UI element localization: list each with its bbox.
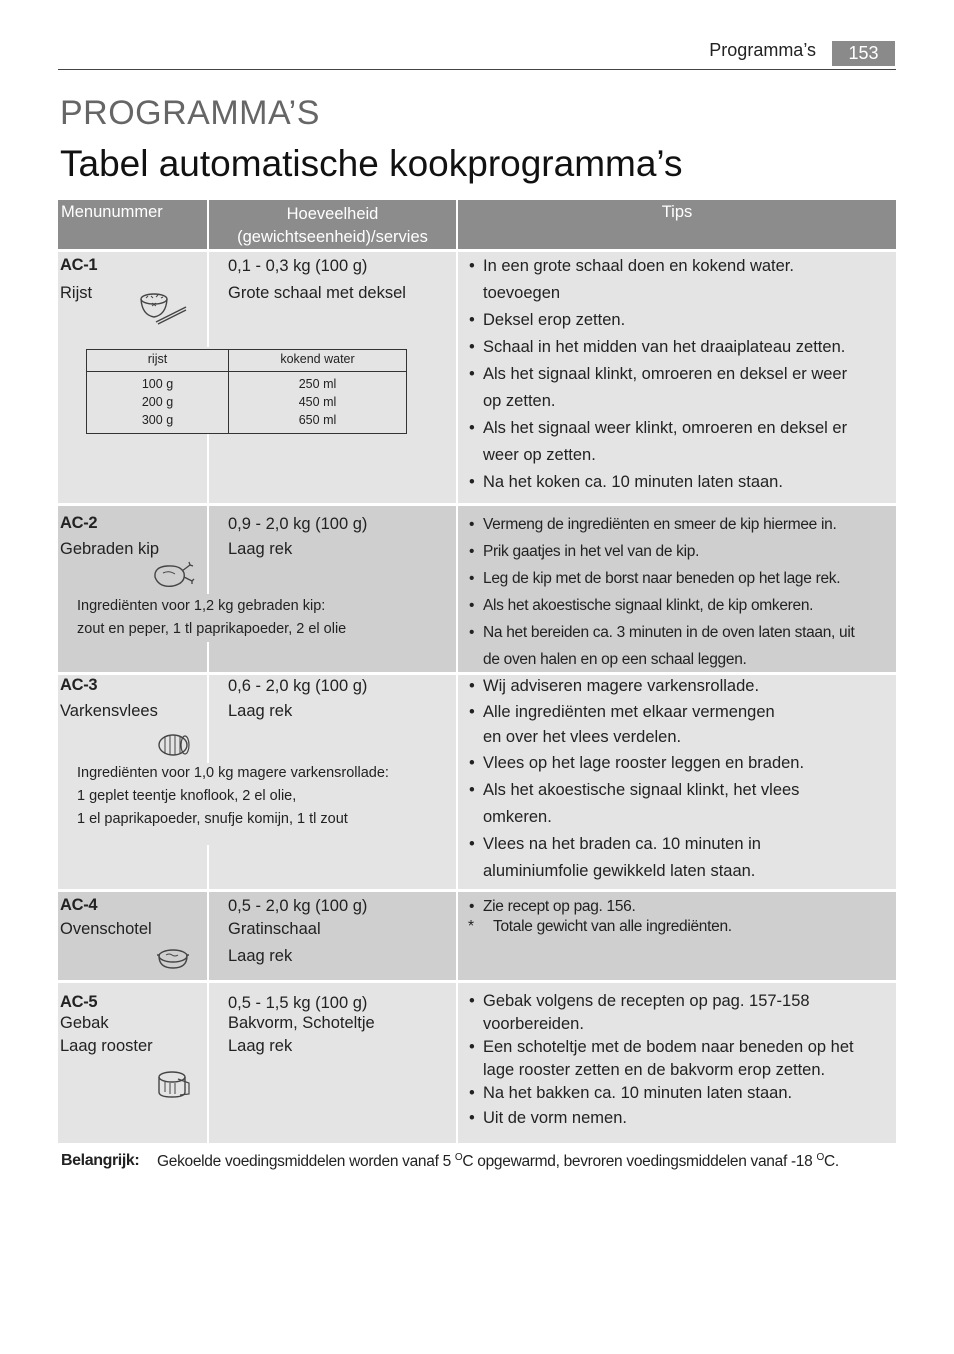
dish: Laag rek bbox=[228, 540, 293, 558]
dish: Gratinschaal bbox=[228, 920, 321, 938]
footnote-text: Totale gewicht van alle ingrediënten. bbox=[493, 918, 732, 935]
header-rule bbox=[58, 69, 896, 70]
tip-item: • Prik gaatjes in het vel van de kip. bbox=[465, 538, 893, 565]
menu-code: AC-3 bbox=[60, 676, 98, 694]
rice-water-table bbox=[86, 349, 407, 434]
column-divider bbox=[207, 675, 209, 763]
rack: Laag rek bbox=[228, 947, 293, 965]
mini-cell: 100 g bbox=[141, 377, 174, 391]
menu-name: Rijst bbox=[60, 284, 93, 302]
page-title: Tabel automatische kookprogramma’s bbox=[60, 143, 683, 184]
tip-item: • Wij adviseren magere varkensrollade. bbox=[465, 673, 893, 700]
header-tips: Tips bbox=[661, 203, 693, 221]
menu-code: AC-1 bbox=[60, 256, 98, 274]
tip-item: • Na het bakken ca. 10 minuten laten staan. bbox=[465, 1082, 893, 1105]
tip-item: • Als het akoestische signaal klinkt, de kip omkeren. bbox=[465, 592, 893, 619]
tip-item: • Als het signaal weer klinkt, omroeren en deksel er bbox=[465, 415, 893, 442]
menu-code: AC-2 bbox=[60, 514, 98, 532]
column-divider bbox=[207, 642, 209, 672]
column-divider bbox=[456, 252, 458, 503]
tip-item: • Na het bereiden ca. 3 minuten in de oven laten staan, uit bbox=[465, 619, 893, 646]
quantity: 0,5 - 2,0 kg (100 g) bbox=[228, 897, 368, 915]
dish: Laag rek bbox=[228, 702, 293, 720]
important-text bbox=[157, 1152, 839, 1171]
column-divider bbox=[207, 434, 209, 503]
ingredients-line: zout en peper, 1 tl paprikapoeder, 2 el olie bbox=[77, 621, 347, 637]
ingredients-line: Ingrediënten voor 1,0 kg magere varkensrollade: bbox=[77, 765, 389, 781]
tip-item: • Uit de vorm nemen. bbox=[465, 1105, 893, 1132]
menu-name: Gebak bbox=[60, 1014, 109, 1032]
tip-item: • Vlees op het lage rooster leggen en braden. bbox=[465, 750, 893, 777]
degree-sign: O bbox=[816, 1152, 824, 1163]
tip-item: • Na het koken ca. 10 minuten laten staan. bbox=[465, 469, 893, 496]
tips-list bbox=[465, 990, 893, 1132]
tip-continuation bbox=[465, 1059, 893, 1082]
tip-item: • Vlees na het braden ca. 10 minuten in bbox=[465, 831, 893, 858]
tip-continuation bbox=[465, 858, 893, 885]
column-divider bbox=[207, 983, 209, 1143]
tip-continuation bbox=[465, 725, 893, 750]
casserole-icon bbox=[156, 946, 190, 972]
menu-name: Ovenschotel bbox=[60, 920, 152, 938]
section-title: PROGRAMMA’S bbox=[60, 94, 320, 132]
degree-sign: O bbox=[454, 1152, 463, 1163]
tip-item: • Als het akoestische signaal klinkt, het vlees bbox=[465, 777, 893, 804]
column-divider bbox=[456, 892, 458, 980]
chicken-icon bbox=[151, 561, 195, 591]
tip-item: • In een grote schaal doen en kokend water. bbox=[465, 253, 893, 280]
mini-cell: 300 g bbox=[141, 413, 174, 427]
important-label: Belangrijk: bbox=[61, 1152, 140, 1169]
mini-header-water: kokend water bbox=[280, 352, 355, 366]
quantity: 0,5 - 1,5 kg (100 g) bbox=[228, 994, 368, 1012]
tips-list bbox=[465, 673, 893, 885]
ingredients-line: 1 geplet teentje knoflook, 2 el olie, bbox=[77, 788, 297, 804]
mini-cell: 250 ml bbox=[298, 377, 337, 391]
page-number-badge: 153 bbox=[832, 41, 895, 66]
tip-continuation-text: en over het vlees verdelen. bbox=[483, 728, 682, 746]
dish: Bakvorm, Schoteltje bbox=[228, 1014, 375, 1032]
mini-cell: 450 ml bbox=[298, 395, 337, 409]
tip-continuation-text: lage rooster zetten en de bakvorm erop zetten. bbox=[483, 1061, 826, 1079]
mini-table-header-rule bbox=[87, 371, 406, 372]
tip-continuation bbox=[465, 388, 893, 415]
tip-continuation-text: op zetten. bbox=[483, 392, 556, 410]
column-divider bbox=[207, 252, 209, 347]
menu-code: AC-4 bbox=[60, 896, 98, 914]
quantity: 0,6 - 2,0 kg (100 g) bbox=[228, 677, 368, 695]
header-hoeveelheid-line1: Hoeveelheid bbox=[286, 205, 379, 223]
running-header-section: Programma’s bbox=[709, 40, 816, 60]
tip-item: • Zie recept op pag. 156. bbox=[465, 893, 893, 920]
tip-continuation bbox=[465, 1013, 893, 1036]
pork-roll-icon bbox=[156, 732, 192, 758]
tips-list bbox=[465, 893, 893, 920]
rice-bowl-icon bbox=[136, 290, 188, 326]
menu-name: Varkensvlees bbox=[60, 702, 158, 720]
tips-list bbox=[465, 253, 893, 496]
ingredients-text bbox=[77, 595, 346, 641]
tip-continuation bbox=[465, 646, 893, 673]
tip-continuation-text: omkeren. bbox=[483, 808, 552, 826]
column-divider bbox=[207, 506, 209, 594]
column-divider bbox=[207, 892, 209, 980]
tip-continuation bbox=[465, 280, 893, 307]
tip-continuation bbox=[465, 804, 893, 831]
tips-list bbox=[465, 511, 893, 673]
column-divider bbox=[456, 983, 458, 1143]
tip-continuation-text: weer op zetten. bbox=[483, 446, 596, 464]
tip-item: • Schaal in het midden van het draaiplateau zetten. bbox=[465, 334, 893, 361]
mini-cell: 200 g bbox=[141, 395, 174, 409]
header-menunummer: Menunummer bbox=[61, 203, 163, 221]
important-text-part: Gekoelde voedingsmiddelen worden vanaf 5 bbox=[157, 1153, 455, 1171]
column-divider bbox=[456, 675, 458, 889]
tip-item: • Vermeng de ingrediënten en smeer de kip hiermee in. bbox=[465, 511, 893, 538]
important-text-part: C. bbox=[823, 1153, 839, 1171]
menu-name: Laag rooster bbox=[60, 1037, 153, 1055]
menu-name: Gebraden kip bbox=[60, 540, 160, 558]
header-hoeveelheid-line2: (gewichtseenheid)/servies bbox=[237, 228, 428, 246]
tip-continuation-text: voorbereiden. bbox=[483, 1015, 584, 1033]
tip-item: • Als het signaal klinkt, omroeren en deksel er weer bbox=[465, 361, 893, 388]
header-hoeveelheid bbox=[209, 203, 456, 249]
dish: Grote schaal met deksel bbox=[228, 284, 406, 302]
cake-icon bbox=[156, 1069, 192, 1101]
tip-item: • Een schoteltje met de bodem naar beneden op het bbox=[465, 1036, 893, 1059]
mini-header-rijst: rijst bbox=[147, 352, 168, 366]
mini-cell: 650 ml bbox=[298, 413, 337, 427]
quantity: 0,1 - 0,3 kg (100 g) bbox=[228, 257, 368, 275]
footnote-star: * bbox=[468, 918, 474, 935]
tip-continuation-text: toevoegen bbox=[483, 284, 561, 302]
tip-item: • Gebak volgens de recepten op pag. 157-158 bbox=[465, 990, 893, 1013]
tip-item: • Leg de kip met de borst naar beneden op het lage rek. bbox=[465, 565, 893, 592]
tip-continuation-text: de oven halen en op een schaal leggen. bbox=[483, 651, 747, 668]
ingredients-line: 1 el paprikapoeder, snufje komijn, 1 tl zout bbox=[77, 811, 348, 827]
important-text-part: C opgewarmd, bevroren voedingsmiddelen vanaf -18 bbox=[462, 1153, 817, 1171]
tip-item: • Deksel erop zetten. bbox=[465, 307, 893, 334]
ingredients-line: Ingrediënten voor 1,2 kg gebraden kip: bbox=[77, 598, 326, 614]
column-divider bbox=[456, 506, 458, 672]
column-divider bbox=[207, 845, 209, 889]
tip-continuation bbox=[465, 442, 893, 469]
tip-item: • Alle ingrediënten met elkaar vermengen bbox=[465, 700, 893, 725]
menu-code: AC-5 bbox=[60, 993, 98, 1011]
tip-continuation-text: aluminiumfolie gewikkeld laten staan. bbox=[483, 862, 756, 880]
rack: Laag rek bbox=[228, 1037, 293, 1055]
quantity: 0,9 - 2,0 kg (100 g) bbox=[228, 515, 368, 533]
ingredients-text bbox=[77, 762, 389, 831]
